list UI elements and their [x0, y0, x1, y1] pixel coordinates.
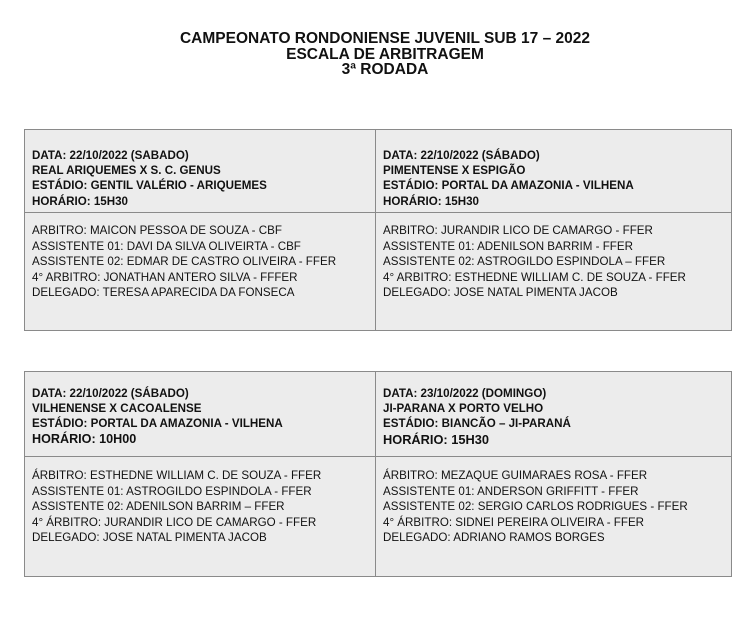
game-match: JI-PARANA X PORTO VELHO: [383, 402, 544, 416]
schedule-subtitle: ESCALA DE ARBITRAGEM: [286, 45, 484, 63]
official-assistant-1: ASSISTENTE 01: ASTROGILDO ESPINDOLA - FFER: [32, 484, 312, 498]
official-fourth-referee: 4° ÁRBITRO: SIDNEI PEREIRA OLIVEIRA - FFER: [383, 515, 645, 529]
official-referee: ÁRBITRO: MEZAQUE GUIMARAES ROSA - FFER: [383, 469, 648, 482]
game-info: [25, 372, 375, 457]
official-referee: ÁRBITRO: ESTHEDNE WILLIAM C. DE SOUZA - FFER: [32, 469, 322, 482]
game-stadium: ESTÁDIO: PORTAL DA AMAZONIA - VILHENA: [383, 179, 634, 193]
official-delegate: DELEGADO: TERESA APARECIDA DA FONSECA: [32, 286, 295, 300]
officials-list: [376, 457, 731, 546]
official-delegate: DELEGADO: JOSE NATAL PIMENTA JACOB: [383, 286, 618, 300]
official-fourth-referee: 4° ARBITRO: ESTHEDNE WILLIAM C. DE SOUZA - FFER: [383, 270, 686, 284]
game-info: [25, 130, 375, 213]
officials-list: [25, 213, 375, 301]
round-label: 3ª RODADA: [341, 61, 429, 78]
official-referee: ARBITRO: JURANDIR LICO DE CAMARGO - FFER: [383, 224, 653, 237]
official-assistant-2: ASSISTENTE 02: ASTROGILDO ESPINDOLA – FFER: [383, 255, 666, 269]
game-time: HORÁRIO: 15H30: [32, 194, 128, 208]
game-info: [376, 130, 731, 213]
official-assistant-1: ASSISTENTE 01: ANDERSON GRIFFITT - FFER: [383, 484, 639, 498]
game-match: PIMENTENSE X ESPIGÃO: [383, 164, 526, 178]
official-referee: ARBITRO: MAICON PESSOA DE SOUZA - CBF: [32, 224, 282, 237]
game-cell-1: [25, 130, 376, 330]
official-assistant-2: ASSISTENTE 02: SERGIO CARLOS RODRIGUES - FFER: [383, 500, 688, 514]
game-cell-4: [376, 372, 731, 576]
official-delegate: DELEGADO: JOSE NATAL PIMENTA JACOB: [32, 531, 267, 545]
championship-title: CAMPEONATO RONDONIENSE JUVENIL SUB 17 – 2022: [179, 30, 590, 47]
schedule-table-1: [24, 129, 732, 331]
schedule-table-2: [24, 371, 732, 577]
official-assistant-1: ASSISTENTE 01: DAVI DA SILVA OLIVEIRTA - CBF: [32, 239, 301, 253]
game-date: DATA: 22/10/2022 (SÁBADO): [32, 387, 189, 400]
game-date: DATA: 22/10/2022 (SÁBADO): [383, 149, 540, 162]
game-match: VILHENENSE X CACOALENSE: [32, 402, 202, 416]
game-stadium: ESTÁDIO: GENTIL VALÉRIO - ARIQUEMES: [32, 179, 267, 193]
game-match: REAL ARIQUEMES X S. C. GENUS: [32, 164, 221, 178]
game-date: DATA: 23/10/2022 (DOMINGO): [383, 387, 547, 400]
game-stadium: ESTÁDIO: BIANCÃO – JI-PARANÁ: [383, 417, 571, 431]
game-time: HORÁRIO: 15H30: [383, 194, 479, 208]
game-info: [376, 372, 731, 457]
official-assistant-1: ASSISTENTE 01: ADENILSON BARRIM - FFER: [383, 239, 633, 253]
game-cell-2: [376, 130, 731, 330]
game-stadium: ESTÁDIO: PORTAL DA AMAZONIA - VILHENA: [32, 417, 283, 431]
official-assistant-2: ASSISTENTE 02: EDMAR DE CASTRO OLIVEIRA - FFER: [32, 255, 337, 269]
official-fourth-referee: 4° ÁRBITRO: JURANDIR LICO DE CAMARGO - FFER: [32, 515, 317, 529]
game-cell-3: [25, 372, 376, 576]
officials-list: [376, 213, 731, 301]
game-date: DATA: 22/10/2022 (SABADO): [32, 149, 189, 162]
game-time: HORÁRIO: 10H00: [32, 431, 137, 446]
official-assistant-2: ASSISTENTE 02: ADENILSON BARRIM – FFER: [32, 500, 285, 514]
official-fourth-referee: 4° ARBITRO: JONATHAN ANTERO SILVA - FFFER: [32, 270, 298, 284]
officials-list: [25, 457, 375, 546]
game-time: HORÁRIO: 15H30: [383, 431, 489, 447]
official-delegate: DELEGADO: ADRIANO RAMOS BORGES: [383, 531, 605, 545]
document-header: [0, 31, 750, 78]
